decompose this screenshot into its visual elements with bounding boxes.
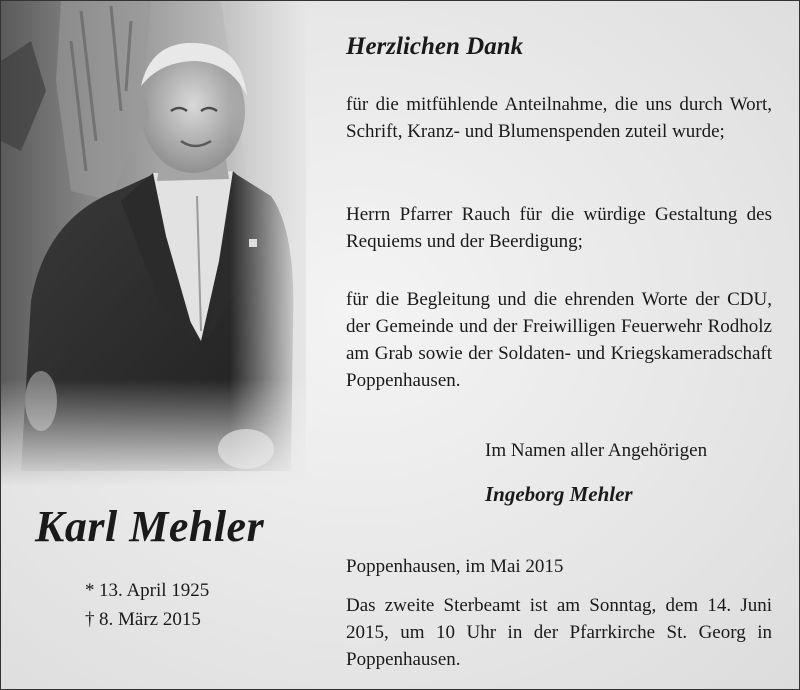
birth-star-icon: * — [85, 580, 95, 601]
death-date: 8. März 2015 — [99, 609, 201, 630]
death-date-row — [85, 605, 209, 634]
thanks-paragraph-2: Herrn Pfarrer Rauch für die würdige Gestaltung des Requiems und der Beerdigung; — [346, 204, 772, 252]
thanks-heading: Herzlichen Dank — [346, 33, 524, 60]
portrait-photo — [1, 1, 306, 486]
birth-date: 13. April 1925 — [99, 580, 210, 601]
thanks-paragraph-1: für die mitfühlende Anteilnahme, die uns durch Wort, Schrift, Kranz- und Blumenspenden zuteil wurde; — [346, 94, 772, 142]
service-info: Das zweite Sterbeamt ist am Sonntag, dem 14. Juni 2015, um 10 Uhr in der Pfarrkirche St. Georg in Poppenhausen. — [346, 595, 772, 670]
life-dates — [85, 576, 209, 634]
signer-name: Ingeborg Mehler — [485, 482, 633, 506]
cross-icon: † — [85, 609, 95, 630]
place-date: Poppenhausen, im Mai 2015 — [346, 556, 564, 577]
thanks-paragraph-3: für die Begleitung und die ehrenden Worte der CDU, der Gemeinde und der Freiwilligen Feuerwehr Rodholz am Grab sowie der Soldaten- und Kriegskameradschaft Poppenhausen. — [346, 289, 772, 391]
birth-date-row — [85, 576, 209, 605]
signoff-line: Im Namen aller Angehörigen — [485, 440, 708, 461]
deceased-name: Karl Mehler — [35, 502, 265, 551]
